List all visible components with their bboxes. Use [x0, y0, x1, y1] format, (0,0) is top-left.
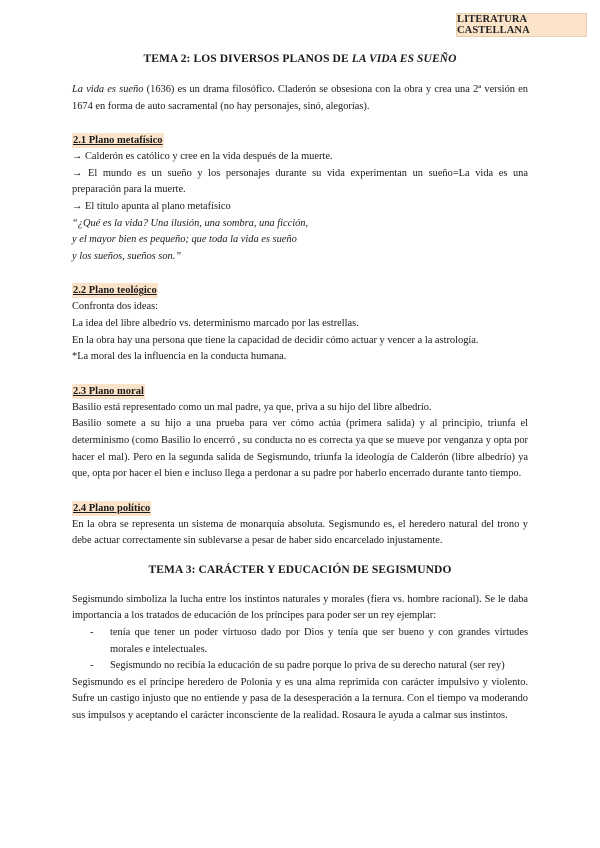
- tema3-list: [72, 625, 528, 675]
- tema3-paragraph: Segismundo es el príncipe heredero de Polonia y es una alma reprimida con carácter impulsivo y violento. Sufre un castigo injusto que no entiende y pasa de la desesperación a la ternura. Con el tiempo va moderando sus impulsos y aceptando el carácter inconsciente de la realidad. Rosaura le ayuda a calmar sus instintos.: [72, 676, 528, 722]
- s2-line: Confronta dos ideas:: [72, 301, 158, 313]
- s2-line: La idea del libre albedrío vs. determinismo marcado por las estrellas.: [72, 317, 359, 329]
- quote-line: y los sueños, sueños son.”: [72, 250, 182, 262]
- tema3-paragraph: Segismundo simboliza la lucha entre los instintos naturales y morales (fiera vs. hombre racional). Se le daba importancia a los tratados de educación de los príncipes para poder ser un rey ejemplar:: [72, 593, 528, 622]
- s2-line: En la obra hay una persona que tiene la capacidad de decidir cómo actuar y vencer a la astrología.: [72, 334, 479, 346]
- tema2-intro: La vida es sueño (1636) es un drama filosófico. Claderón se obsesiona con la obra y crea una 2ª versión en 1674 en forma de auto sacramental (no hay personajes, sinó, alegorías).: [72, 84, 528, 112]
- s2-line: *La moral des la influencia en la conducta humana.: [72, 351, 287, 363]
- s4-paragraph: En la obra se representa un sistema de monarquía absoluta. Segismundo es, el heredero natural del trono y debe actuar correctamente sin sublevarse a pesar de haber sido encarcelado injustamente.: [72, 518, 528, 547]
- tema3-title: TEMA 3: CARÁCTER Y EDUCACIÓN DE SEGISMUNDO: [148, 563, 452, 576]
- heading-plano-politico: 2.4 Plano político: [73, 502, 151, 514]
- page-content: [72, 53, 528, 725]
- list-item: - tenía que tener un poder virtuoso dado por Dios y tenía que ser bueno y con grandes virtudes morales e intelectuales.: [92, 625, 528, 658]
- tema2-title: TEMA 2: LOS DIVERSOS PLANOS DE LA VIDA ES SUEÑO: [143, 53, 457, 65]
- s3-paragraph: Basilio está representado como un mal padre, ya que, priva a su hijo del libre albedrío.: [72, 401, 432, 413]
- heading-plano-teologico: 2.2 Plano teológico: [73, 285, 157, 297]
- list-item: - Segismundo no recibía la educación de su padre porque lo priva de su derecho natural (ser rey): [92, 658, 528, 675]
- s1-line: → El mundo es un sueño y los personajes durante su vida experimentan un sueño=La vida es una preparación para la muerte.: [72, 167, 528, 196]
- s1-line: → Calderón es católico y cree en la vida después de la muerte.: [72, 151, 333, 163]
- quote-line: “¿Qué es la vida? Una ilusión, una sombra, una ficción,: [72, 217, 309, 229]
- subject-tag: LITERATURA CASTELLANA: [456, 13, 587, 37]
- quote-line: y el mayor bien es pequeño; que toda la vida es sueño: [72, 234, 297, 246]
- s1-line: → El título apunta al plano metafísico: [72, 200, 231, 212]
- s3-paragraph: Basilio somete a su hijo a una prueba para ver cómo actúa (primera salida) y al principio, triunfa el determinismo (como Basilio lo encerró , su conducta no es correcta ya que se mueve por venganza y opta por hacer el mal). Pero en la segunda salida de Segismundo, triunfa la ideología de Calderón (libre albedrío) ya que, opta por hacer el bien e incluso llega a perdonar a su padre por haberlo encerrado durante tanto tiempo.: [72, 418, 528, 480]
- heading-plano-moral: 2.3 Plano moral: [73, 385, 144, 397]
- heading-plano-metafisico: 2.1 Plano metafísico: [73, 135, 163, 147]
